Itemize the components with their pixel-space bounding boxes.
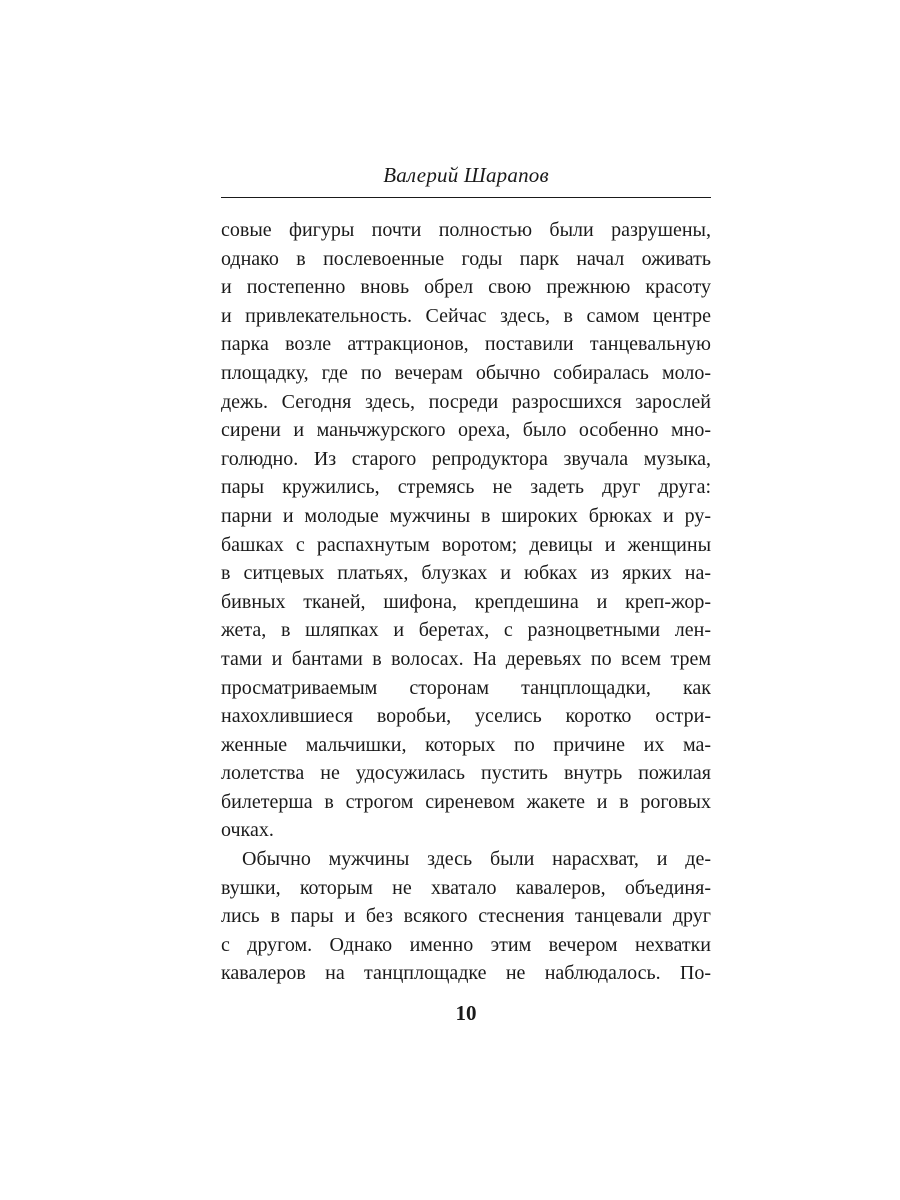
text-line: кавалеров на танцплощадке не наблюдалось. По- — [221, 962, 711, 985]
text-line: очках. — [221, 819, 274, 842]
text-line: однако в послевоенные годы парк начал оживать — [221, 247, 711, 270]
text-line: совые фигуры почти полностью были разрушены, — [221, 219, 711, 241]
text-line: лись в пары и без всякого стеснения танцевали друг — [221, 905, 711, 928]
text-line: площадку, где по вечерам обычно собиралась моло- — [221, 361, 711, 384]
text-line: билетерша в строгом сиреневом жакете и в роговых — [221, 790, 711, 813]
text-line: парни и молодые мужчины в широких брюках и ру- — [221, 504, 711, 527]
text-line: с другом. Однако именно этим вечером нехватки — [221, 933, 711, 956]
running-head-author: Валерий Шарапов — [221, 160, 711, 198]
text-line: сирени и маньчжурского ореха, было особенно мно- — [221, 419, 711, 442]
body-text — [221, 216, 711, 988]
text-line: и привлекательность. Сейчас здесь, в самом центре — [221, 304, 711, 327]
book-page — [221, 160, 711, 988]
text-line: вушки, которым не хватало кавалеров, объединя- — [221, 876, 711, 899]
paragraph-2 — [221, 845, 711, 988]
page-number: 10 — [455, 1001, 477, 1025]
text-line: голюдно. Из старого репродуктора звучала музыка, — [221, 447, 711, 470]
text-line: и постепенно вновь обрел свою прежнюю красоту — [221, 276, 711, 299]
text-line: бивных тканей, шифона, крепдешина и креп-жор- — [221, 590, 711, 613]
text-line: дежь. Сегодня здесь, посреди разросшихся зарослей — [221, 390, 711, 413]
text-line: Обычно мужчины здесь были нарасхват, и де- — [242, 848, 711, 871]
text-line: в ситцевых платьях, блузках и юбках из ярких на- — [221, 562, 711, 585]
text-line: просматриваемым сторонам танцплощадки, как — [221, 676, 711, 699]
text-line: тами и бантами в волосах. На деревьях по всем трем — [221, 647, 711, 670]
text-line: лолетства не удосужилась пустить внутрь пожилая — [221, 762, 711, 785]
text-line: женные мальчишки, которых по причине их ма- — [221, 733, 711, 756]
text-line: парка возле аттракционов, поставили танцевальную — [221, 333, 711, 356]
text-line: пары кружились, стремясь не задеть друг друга: — [221, 476, 711, 499]
paragraph-1 — [221, 216, 711, 845]
text-line: башках с распахнутым воротом; девицы и женщины — [221, 533, 711, 556]
text-line: нахохлившиеся воробьи, уселись коротко остри- — [221, 705, 711, 728]
text-line: жета, в шляпках и беретах, с разноцветными лен- — [221, 619, 711, 642]
